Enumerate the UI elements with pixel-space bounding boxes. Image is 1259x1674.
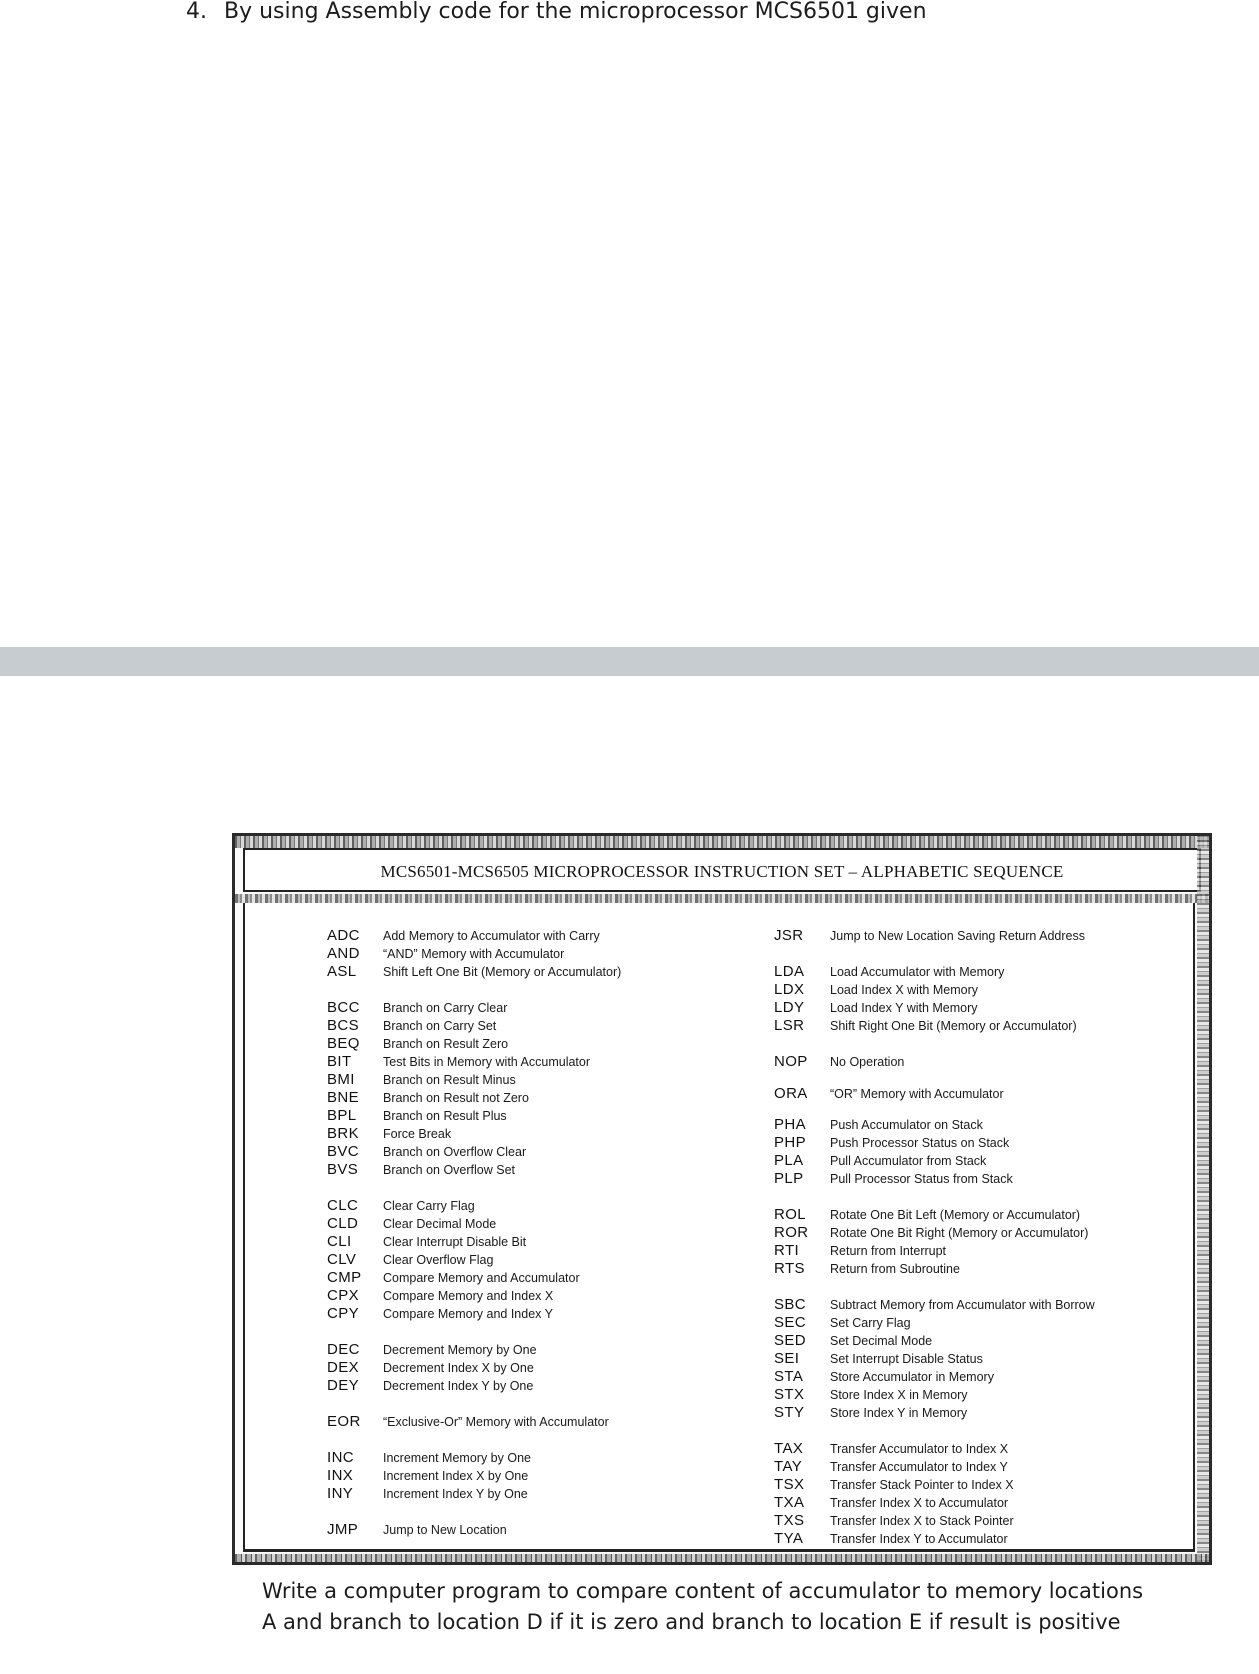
scan-noise-band [235, 894, 1209, 903]
scan-edge-right [1197, 836, 1209, 1562]
instruction-mnemonic: CLV [327, 1251, 357, 1268]
instruction-description: Branch on Overflow Set [383, 1163, 516, 1177]
instruction-description: Branch on Result Minus [383, 1073, 516, 1087]
instruction-mnemonic: NOP [774, 1053, 808, 1070]
instruction-mnemonic: DEX [327, 1359, 360, 1376]
instruction-mnemonic: DEY [327, 1377, 360, 1394]
instruction-mnemonic: BCS [327, 1017, 360, 1034]
instruction-description: Branch on Result Plus [383, 1109, 507, 1123]
instruction-mnemonic: SEI [774, 1350, 800, 1367]
instruction-mnemonic: LDX [774, 981, 805, 998]
instruction-mnemonic: PHP [774, 1134, 807, 1151]
instruction-mnemonic: CLI [327, 1233, 352, 1250]
instruction-mnemonic: BIT [327, 1053, 352, 1070]
instruction-mnemonic: INC [327, 1449, 355, 1466]
instruction-mnemonic: TSX [774, 1476, 805, 1493]
instruction-mnemonic: ADC [327, 927, 360, 944]
instruction-description: Push Accumulator on Stack [830, 1118, 983, 1132]
instruction-description: Compare Memory and Index Y [383, 1307, 553, 1321]
instruction-description: Push Processor Status on Stack [830, 1136, 1010, 1150]
instruction-description: Return from Interrupt [830, 1244, 947, 1258]
instruction-description: Clear Overflow Flag [383, 1253, 494, 1267]
instruction-description: “Exclusive-Or” Memory with Accumulator [383, 1415, 609, 1429]
instruction-description: Transfer Index Y to Accumulator [830, 1532, 1008, 1546]
instruction-mnemonic: PLP [774, 1170, 804, 1187]
instruction-description: Increment Memory by One [383, 1451, 531, 1465]
instruction-mnemonic: CMP [327, 1269, 362, 1286]
instruction-description: Add Memory to Accumulator with Carry [383, 929, 600, 943]
instruction-mnemonic: CPX [327, 1287, 360, 1304]
instruction-description: “OR” Memory with Accumulator [830, 1087, 1004, 1101]
instruction-mnemonic: CLC [327, 1197, 359, 1214]
instruction-set-title: MCS6501-MCS6505 MICROPROCESSOR INSTRUCTION SET – ALPHABETIC SEQUENCE [380, 862, 1064, 881]
instruction-mnemonic: STX [774, 1386, 805, 1403]
instruction-description: Set Interrupt Disable Status [830, 1352, 983, 1366]
instruction-mnemonic: LDY [774, 999, 805, 1016]
instruction-description: Transfer Stack Pointer to Index X [830, 1478, 1014, 1492]
instruction-mnemonic: DEC [327, 1341, 360, 1358]
instruction-description: Store Index Y in Memory [830, 1406, 968, 1420]
instruction-mnemonic: SEC [774, 1314, 807, 1331]
instruction-mnemonic: TAX [774, 1440, 804, 1457]
instruction-mnemonic: ASL [327, 963, 357, 980]
instruction-mnemonic: BEQ [327, 1035, 360, 1052]
instruction-mnemonic: RTS [774, 1260, 805, 1277]
instruction-description: Clear Decimal Mode [383, 1217, 497, 1231]
instruction-description: Branch on Overflow Clear [383, 1145, 527, 1159]
scan-noise-top [235, 836, 1209, 848]
instruction-mnemonic: BVS [327, 1161, 359, 1178]
instruction-mnemonic: STA [774, 1368, 804, 1385]
instruction-mnemonic: TYA [774, 1530, 804, 1547]
instruction-description: Branch on Result not Zero [383, 1091, 529, 1105]
instruction-description: Transfer Accumulator to Index Y [830, 1460, 1008, 1474]
instruction-description: Transfer Accumulator to Index X [830, 1442, 1009, 1456]
instruction-mnemonic: JSR [774, 927, 804, 944]
instruction-description: No Operation [830, 1055, 905, 1069]
instruction-description: Transfer Index X to Accumulator [830, 1496, 1009, 1510]
instruction-mnemonic: EOR [327, 1413, 361, 1430]
instruction-description: Pull Accumulator from Stack [830, 1154, 987, 1168]
question-text: By using Assembly code for the microprocessor MCS6501 given [224, 0, 927, 24]
scan-noise-bottom [235, 1554, 1209, 1562]
instruction-mnemonic: TXA [774, 1494, 805, 1511]
instruction-description: Decrement Index Y by One [383, 1379, 534, 1393]
instruction-mnemonic: PHA [774, 1116, 807, 1133]
instruction-mnemonic: BVC [327, 1143, 360, 1160]
instruction-set-scan [232, 833, 1212, 1565]
instruction-description: Store Accumulator in Memory [830, 1370, 994, 1384]
instruction-description: Clear Interrupt Disable Bit [383, 1235, 527, 1249]
instruction-mnemonic: ROL [774, 1206, 807, 1223]
instruction-description: Rotate One Bit Right (Memory or Accumulator) [830, 1226, 1089, 1240]
instruction-description: Jump to New Location Saving Return Address [830, 929, 1085, 943]
instruction-mnemonic: LDA [774, 963, 805, 980]
instruction-description: Load Accumulator with Memory [830, 965, 1005, 979]
instruction-description: Branch on Result Zero [383, 1037, 509, 1051]
instruction-description: “AND” Memory with Accumulator [383, 947, 565, 961]
instruction-description: Rotate One Bit Left (Memory or Accumulator) [830, 1208, 1081, 1222]
instruction-description: Branch on Carry Clear [383, 1001, 508, 1015]
instruction-description: Compare Memory and Index X [383, 1289, 554, 1303]
instruction-mnemonic: BNE [327, 1089, 360, 1106]
instruction-description: Transfer Index X to Stack Pointer [830, 1514, 1014, 1528]
instruction-description: Set Decimal Mode [830, 1334, 933, 1348]
task-text: Write a computer program to compare content of accumulator to memory locations A and branch to location D if it is zero and branch to location E if result is positive [262, 1579, 1144, 1634]
instruction-description: Branch on Carry Set [383, 1019, 497, 1033]
instruction-mnemonic: CLD [327, 1215, 359, 1232]
instruction-description: Test Bits in Memory with Accumulator [383, 1055, 591, 1069]
instruction-mnemonic: SED [774, 1332, 807, 1349]
instruction-mnemonic: BCC [327, 999, 360, 1016]
instruction-mnemonic: AND [327, 945, 360, 962]
instruction-mnemonic: JMP [327, 1521, 359, 1538]
instruction-description: Clear Carry Flag [383, 1199, 475, 1213]
instruction-description: Load Index Y with Memory [830, 1001, 978, 1015]
instruction-description: Pull Processor Status from Stack [830, 1172, 1013, 1186]
instruction-mnemonic: ORA [774, 1085, 808, 1102]
instruction-mnemonic: STY [774, 1404, 805, 1421]
instruction-mnemonic: SBC [774, 1296, 807, 1313]
instruction-mnemonic: CPY [327, 1305, 360, 1322]
instruction-description: Set Carry Flag [830, 1316, 911, 1330]
instruction-description: Return from Subroutine [830, 1262, 960, 1276]
question-number: 4. [186, 0, 207, 24]
instruction-description: Increment Index Y by One [383, 1487, 528, 1501]
instruction-description: Increment Index X by One [383, 1469, 529, 1483]
instruction-mnemonic: BMI [327, 1071, 355, 1088]
instruction-mnemonic: INX [327, 1467, 354, 1484]
instruction-description: Store Index X in Memory [830, 1388, 968, 1402]
instruction-description: Force Break [383, 1127, 452, 1141]
instruction-description: Shift Left One Bit (Memory or Accumulator) [383, 965, 622, 979]
instruction-mnemonic: BPL [327, 1107, 357, 1124]
instruction-description: Decrement Memory by One [383, 1343, 537, 1357]
instruction-mnemonic: RTI [774, 1242, 800, 1259]
instruction-mnemonic: ROR [774, 1224, 809, 1241]
section-divider [0, 647, 1259, 676]
instruction-description: Subtract Memory from Accumulator with Borrow [830, 1298, 1095, 1312]
title-box [243, 848, 1201, 892]
instruction-description: Decrement Index X by One [383, 1361, 534, 1375]
instruction-mnemonic: PLA [774, 1152, 804, 1169]
instruction-description: Compare Memory and Accumulator [383, 1271, 580, 1285]
instruction-mnemonic: LSR [774, 1017, 805, 1034]
instruction-description: Jump to New Location [383, 1523, 507, 1537]
instruction-mnemonic: BRK [327, 1125, 360, 1142]
instruction-description: Load Index X with Memory [830, 983, 978, 997]
question-heading [186, 0, 927, 24]
instruction-description: Shift Right One Bit (Memory or Accumulator) [830, 1019, 1077, 1033]
instruction-mnemonic: TXS [774, 1512, 805, 1529]
instruction-mnemonic: INY [327, 1485, 354, 1502]
instruction-mnemonic: TAY [774, 1458, 803, 1475]
